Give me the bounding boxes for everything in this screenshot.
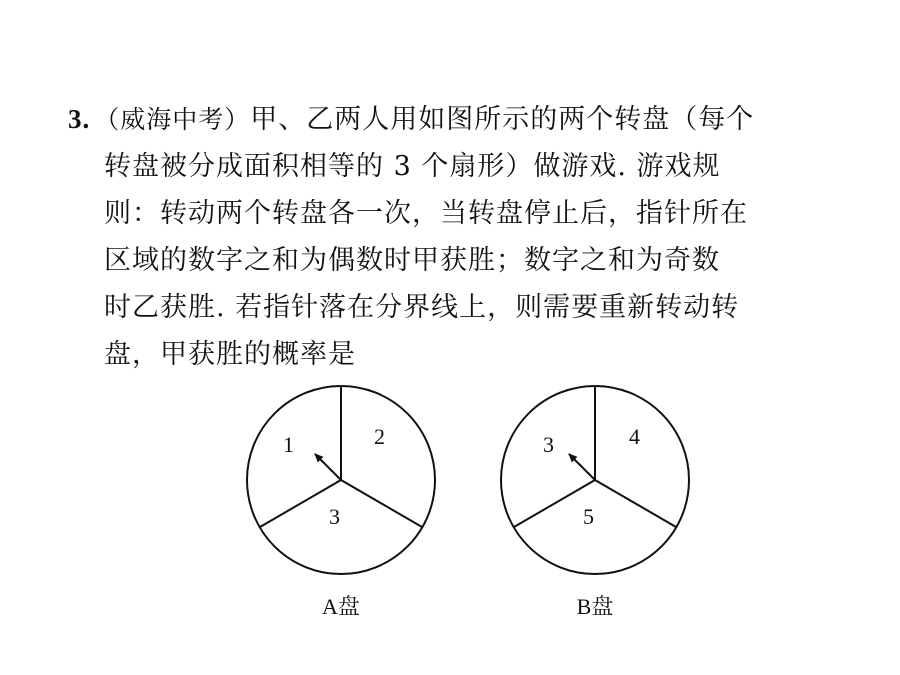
spinner-b-pointer-arrow	[569, 454, 595, 480]
question-source: （威海中考）	[94, 105, 251, 134]
spinner-a-divider-right	[341, 480, 422, 527]
spinner-b-divider-right	[595, 480, 676, 527]
spinner-b-sector-label: 5	[583, 504, 594, 529]
question-number: 3.	[68, 104, 91, 134]
spinner-a-sector-label: 1	[283, 432, 294, 457]
problem-line-4: 区域的数字之和为偶数时甲获胜；数字之和为奇数	[104, 245, 720, 276]
problem-line-2: 转盘被分成面积相等的 3 个扇形）做游戏. 游戏规	[104, 151, 721, 182]
problem-line-3: 则：转动两个转盘各一次，当转盘停止后，指针所在	[104, 198, 748, 229]
problem-line-5: 时乙获胜. 若指针落在分界线上，则需要重新转动转	[104, 292, 740, 323]
spinner-b-sector-label: 4	[629, 424, 640, 449]
spinner-a-pointer-arrow	[315, 454, 341, 480]
spinner-a-sector-label: 3	[329, 504, 340, 529]
spinner-b-sector-label: 3	[543, 432, 554, 457]
problem-line-6: 盘，甲获胜的概率是	[104, 339, 356, 370]
problem-line-1-text: 甲、乙两人用如图所示的两个转盘（每个	[250, 104, 755, 135]
spinner-b	[501, 386, 689, 574]
spinner-a-sector-label: 2	[374, 424, 385, 449]
spinner-b-caption: B盘	[576, 594, 614, 619]
spinner-a-caption: A盘	[322, 594, 360, 619]
spinner-a	[247, 386, 435, 574]
